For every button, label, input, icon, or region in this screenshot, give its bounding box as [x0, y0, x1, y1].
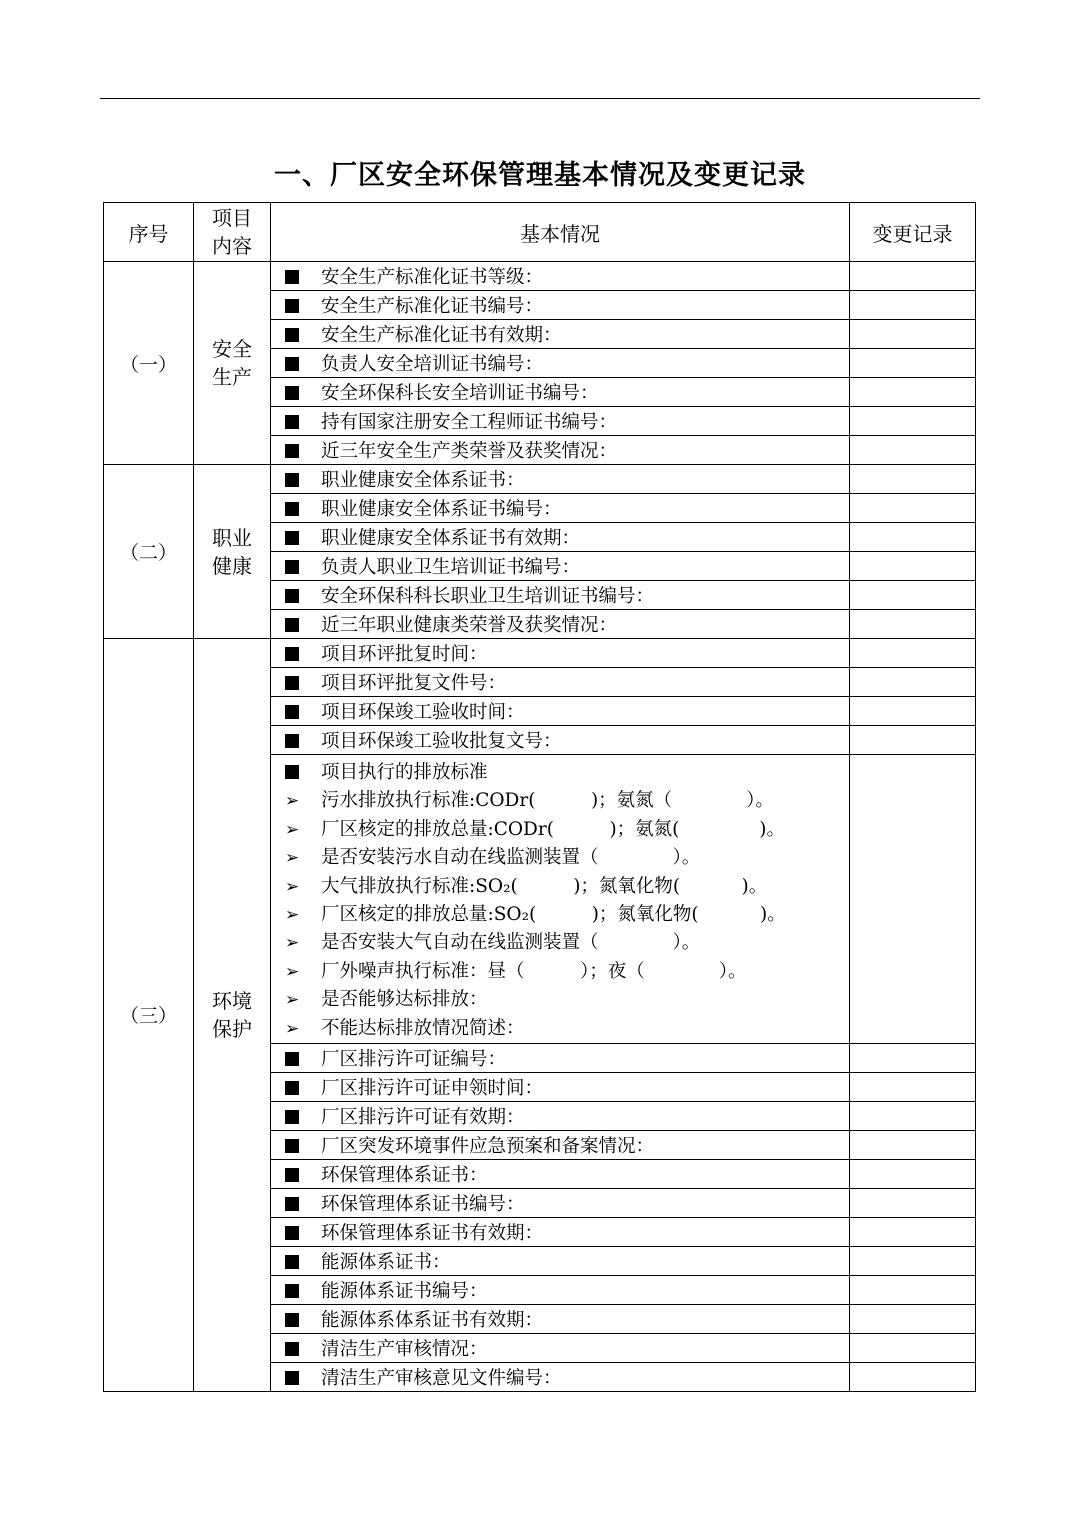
change-record-cell[interactable] — [850, 1188, 976, 1217]
basic-info-cell — [271, 378, 850, 407]
basic-info-cell — [271, 1159, 850, 1188]
section-category-line2: 保护 — [212, 1016, 252, 1041]
basic-info-cell — [271, 1130, 850, 1159]
change-record-cell[interactable] — [850, 1217, 976, 1246]
emission-sub-label: 是否能够达标排放： — [321, 989, 488, 1011]
square-bullet-icon — [285, 589, 299, 603]
emission-sub-label: 厂区核定的排放总量:SO₂( )；氮氧化物( )。 — [321, 903, 786, 925]
square-bullet-icon — [285, 1052, 299, 1066]
basic-info-label: 安全环保科科长职业卫生培训证书编号： — [321, 586, 655, 607]
change-record-cell[interactable] — [850, 755, 976, 1044]
basic-info-cell — [271, 1362, 850, 1391]
change-record-cell[interactable] — [850, 581, 976, 610]
basic-info-label: 安全生产标准化证书有效期： — [321, 325, 562, 346]
arrow-bullet-icon: ➢ — [285, 1018, 300, 1039]
square-bullet-icon — [285, 1371, 299, 1385]
table-row — [104, 262, 976, 291]
section-number: （三） — [104, 639, 194, 1392]
emission-sub-line — [271, 901, 849, 929]
emission-sub-label: 厂区核定的排放总量:CODr( )；氨氮( )。 — [321, 818, 785, 840]
emission-sub-line — [271, 958, 849, 986]
emission-sub-label: 大气排放执行标准:SO₂( )；氮氧化物( )。 — [321, 875, 768, 897]
records-table — [103, 202, 976, 1392]
basic-info-label: 安全生产标准化证书编号： — [321, 296, 544, 317]
arrow-bullet-icon: ➢ — [285, 990, 300, 1011]
square-bullet-icon — [285, 676, 299, 690]
basic-info-cell — [271, 668, 850, 697]
change-record-cell[interactable] — [850, 1101, 976, 1130]
square-bullet-icon — [285, 415, 299, 429]
emission-heading: 项目执行的排放标准 — [321, 762, 488, 783]
emission-sub-line — [271, 929, 849, 957]
basic-info-cell — [271, 1101, 850, 1130]
basic-info-label: 职业健康安全体系证书： — [321, 470, 525, 491]
basic-info-cell — [271, 581, 850, 610]
square-bullet-icon — [285, 444, 299, 458]
basic-info-label: 近三年职业健康类荣誉及获奖情况： — [321, 615, 618, 636]
change-record-cell[interactable] — [850, 465, 976, 494]
change-record-cell[interactable] — [850, 262, 976, 291]
basic-info-label: 职业健康安全体系证书有效期： — [321, 528, 581, 549]
basic-info-label: 项目环保竣工验收时间： — [321, 702, 525, 723]
table-row — [104, 465, 976, 494]
square-bullet-icon — [285, 647, 299, 661]
basic-info-label: 近三年安全生产类荣誉及获奖情况： — [321, 441, 618, 462]
basic-info-label: 负责人安全培训证书编号： — [321, 354, 544, 375]
emission-standards-cell — [271, 755, 850, 1044]
basic-info-cell — [271, 262, 850, 291]
emission-sub-line — [271, 986, 849, 1014]
arrow-bullet-icon: ➢ — [285, 819, 300, 840]
basic-info-cell — [271, 1246, 850, 1275]
section-category-line2: 生产 — [212, 365, 252, 389]
section-category-line1: 安全 — [212, 337, 252, 361]
section-category — [194, 262, 271, 465]
square-bullet-icon — [285, 531, 299, 545]
emission-sub-label: 厂外噪声执行标准：昼（ ）；夜（ ）。 — [321, 960, 747, 982]
section-category — [194, 639, 271, 1392]
change-record-cell[interactable] — [850, 1043, 976, 1072]
basic-info-label: 项目环保竣工验收批复文号： — [321, 731, 562, 752]
change-record-cell[interactable] — [850, 1304, 976, 1333]
square-bullet-icon — [285, 705, 299, 719]
change-record-cell[interactable] — [850, 639, 976, 668]
basic-info-cell — [271, 320, 850, 349]
emission-sub-line — [271, 1015, 849, 1043]
basic-info-label: 清洁生产审核情况： — [321, 1338, 488, 1360]
emission-sub-line — [271, 816, 849, 844]
basic-info-cell — [271, 552, 850, 581]
square-bullet-icon — [285, 502, 299, 516]
page-title: 一、厂区安全环保管理基本情况及变更记录 — [274, 160, 806, 191]
basic-info-label: 清洁生产审核意见文件编号： — [321, 1367, 562, 1389]
change-record-cell[interactable] — [850, 1072, 976, 1101]
square-bullet-icon — [285, 1081, 299, 1095]
square-bullet-icon — [285, 1226, 299, 1240]
change-record-cell[interactable] — [850, 668, 976, 697]
basic-info-label: 环保管理体系证书： — [321, 1164, 488, 1186]
change-record-cell[interactable] — [850, 494, 976, 523]
square-bullet-icon — [285, 473, 299, 487]
change-record-cell[interactable] — [850, 1246, 976, 1275]
header-change: 变更记录 — [850, 203, 976, 262]
arrow-bullet-icon: ➢ — [285, 848, 300, 869]
basic-info-cell — [271, 1043, 850, 1072]
change-record-cell[interactable] — [850, 552, 976, 581]
basic-info-cell — [271, 1217, 850, 1246]
change-record-cell[interactable] — [850, 610, 976, 639]
emission-sub-line — [271, 873, 849, 901]
square-bullet-icon — [285, 734, 299, 748]
basic-info-label: 安全生产标准化证书等级： — [321, 267, 544, 288]
square-bullet-icon — [285, 386, 299, 400]
square-bullet-icon — [285, 1255, 299, 1269]
basic-info-cell — [271, 523, 850, 552]
square-bullet-icon — [285, 1342, 299, 1356]
basic-info-label: 职业健康安全体系证书编号： — [321, 499, 562, 520]
change-record-cell[interactable] — [850, 697, 976, 726]
basic-info-cell — [271, 494, 850, 523]
square-bullet-icon — [285, 299, 299, 313]
basic-info-cell — [271, 1304, 850, 1333]
basic-info-cell — [271, 639, 850, 668]
basic-info-label: 环保管理体系证书编号： — [321, 1193, 525, 1215]
basic-info-label: 负责人职业卫生培训证书编号： — [321, 557, 581, 578]
basic-info-label: 项目环评批复时间： — [321, 644, 488, 665]
square-bullet-icon — [285, 328, 299, 342]
emission-heading-line — [271, 759, 849, 787]
basic-info-label: 环保管理体系证书有效期： — [321, 1222, 544, 1244]
section-number: （一） — [104, 262, 194, 465]
basic-info-cell — [271, 291, 850, 320]
change-record-cell[interactable] — [850, 1159, 976, 1188]
emission-sub-label: 是否安装污水自动在线监测装置（ ）。 — [321, 847, 701, 869]
basic-info-label: 能源体系体系证书有效期： — [321, 1309, 544, 1331]
change-record-cell[interactable] — [850, 726, 976, 755]
change-record-cell[interactable] — [850, 291, 976, 320]
arrow-bullet-icon: ➢ — [285, 904, 300, 925]
square-bullet-icon — [285, 1313, 299, 1327]
basic-info-cell — [271, 1072, 850, 1101]
arrow-bullet-icon: ➢ — [285, 791, 300, 812]
square-bullet-icon — [285, 1168, 299, 1182]
arrow-bullet-icon: ➢ — [285, 876, 300, 897]
emission-sub-label: 不能达标排放情况简述： — [321, 1017, 525, 1039]
change-record-cell[interactable] — [850, 407, 976, 436]
section-category-line2: 健康 — [212, 553, 252, 578]
square-bullet-icon — [285, 270, 299, 284]
basic-info-cell — [271, 436, 850, 465]
header-rule — [100, 98, 980, 99]
basic-info-label: 厂区排污许可证编号： — [321, 1048, 507, 1070]
section-number: （二） — [104, 465, 194, 639]
basic-info-cell — [271, 1333, 850, 1362]
square-bullet-icon — [285, 1139, 299, 1153]
header-item-content-line1: 项目 — [212, 206, 252, 230]
basic-info-cell — [271, 465, 850, 494]
change-record-cell[interactable] — [850, 1362, 976, 1391]
square-bullet-icon — [285, 618, 299, 632]
header-item-content-line2: 内容 — [212, 234, 252, 258]
square-bullet-icon — [285, 357, 299, 371]
section-category-line1: 职业 — [212, 525, 252, 550]
basic-info-label: 厂区排污许可证有效期： — [321, 1106, 525, 1128]
emission-sub-line — [271, 787, 849, 815]
square-bullet-icon — [285, 1284, 299, 1298]
basic-info-label: 持有国家注册安全工程师证书编号： — [321, 412, 618, 433]
change-record-cell[interactable] — [850, 1130, 976, 1159]
change-record-cell[interactable] — [850, 436, 976, 465]
square-bullet-icon — [285, 1110, 299, 1124]
arrow-bullet-icon: ➢ — [285, 933, 300, 954]
basic-info-cell — [271, 697, 850, 726]
basic-info-cell — [271, 726, 850, 755]
emission-sub-label: 是否安装大气自动在线监测装置（ ）。 — [321, 932, 701, 954]
basic-info-label: 项目环评批复文件号： — [321, 673, 507, 694]
basic-info-label: 安全环保科长安全培训证书编号： — [321, 383, 599, 404]
header-item-content — [194, 203, 271, 262]
change-record-cell[interactable] — [850, 378, 976, 407]
basic-info-label: 能源体系证书编号： — [321, 1280, 488, 1302]
change-record-cell[interactable] — [850, 523, 976, 552]
basic-info-label: 厂区排污许可证申领时间： — [321, 1077, 544, 1099]
basic-info-cell — [271, 349, 850, 378]
change-record-cell[interactable] — [850, 1275, 976, 1304]
basic-info-cell — [271, 1188, 850, 1217]
basic-info-cell — [271, 1275, 850, 1304]
table-row — [104, 639, 976, 668]
square-bullet-icon — [285, 560, 299, 574]
arrow-bullet-icon: ➢ — [285, 961, 300, 982]
emission-sub-line — [271, 844, 849, 872]
change-record-cell[interactable] — [850, 1333, 976, 1362]
section-category-line1: 环境 — [212, 988, 252, 1013]
header-basic: 基本情况 — [271, 203, 850, 262]
table-header-row — [104, 203, 976, 262]
emission-sub-label: 污水排放执行标准:CODr( )；氨氮（ ）。 — [321, 790, 774, 812]
header-seq: 序号 — [104, 203, 194, 262]
square-bullet-icon — [285, 765, 299, 779]
change-record-cell[interactable] — [850, 320, 976, 349]
section-category — [194, 465, 271, 639]
basic-info-label: 能源体系证书： — [321, 1251, 451, 1273]
square-bullet-icon — [285, 1197, 299, 1211]
basic-info-label: 厂区突发环境事件应急预案和备案情况： — [321, 1135, 655, 1157]
basic-info-cell — [271, 407, 850, 436]
basic-info-cell — [271, 610, 850, 639]
change-record-cell[interactable] — [850, 349, 976, 378]
